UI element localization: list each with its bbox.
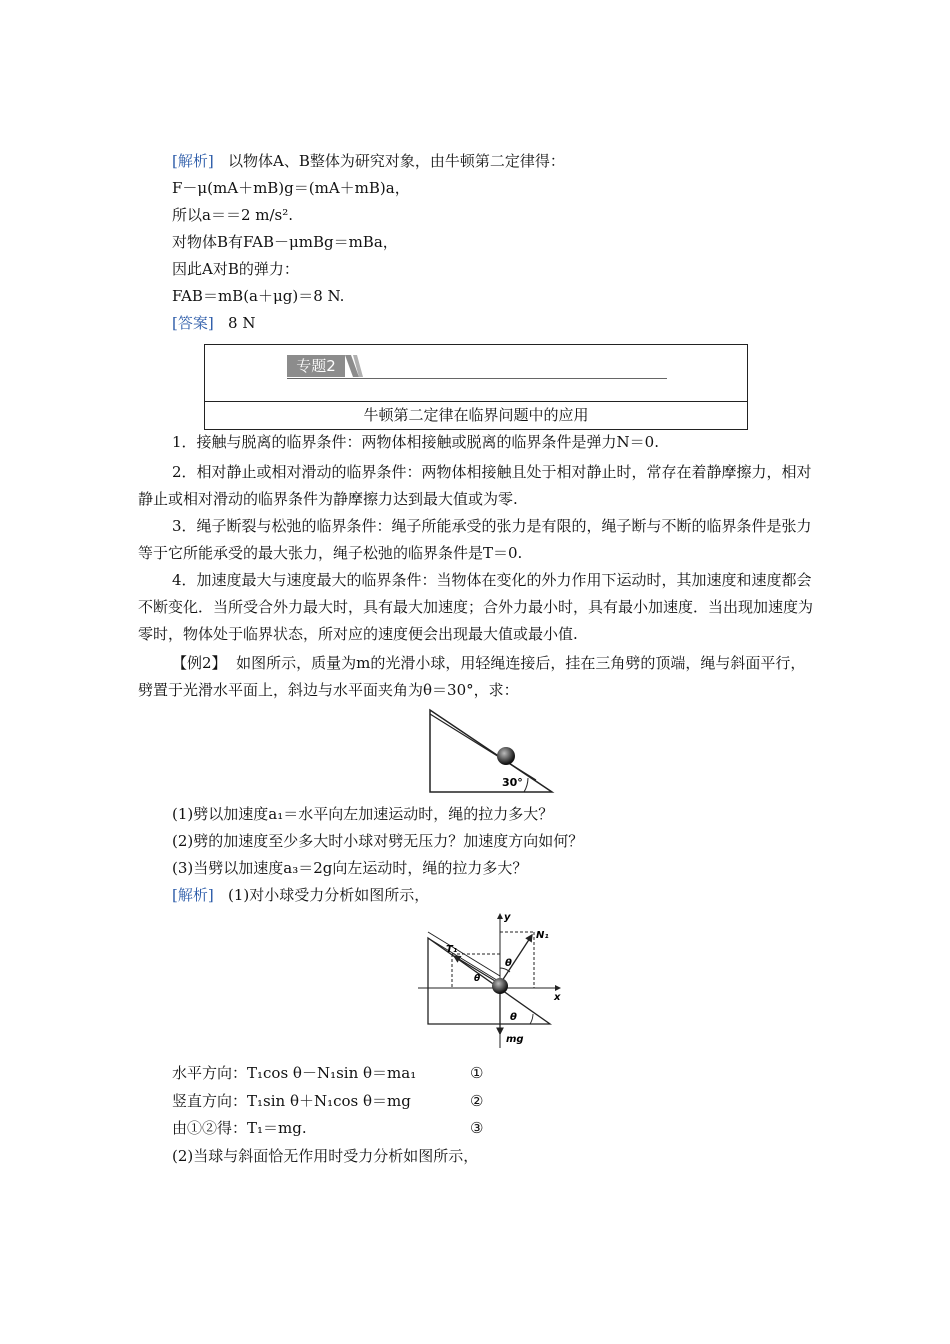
acceleration-result: 所以a＝＝2 m/s². bbox=[172, 206, 294, 224]
mg-label: mg bbox=[506, 1034, 524, 1045]
theta-arc-base bbox=[530, 1014, 533, 1024]
solution2-tag: [解析] bbox=[172, 886, 214, 904]
equation-label: 水平方向： bbox=[172, 1064, 248, 1082]
solution-tag: [解析] bbox=[172, 152, 214, 170]
n1-label: N₁ bbox=[536, 930, 549, 941]
example-tag: 【例2】 bbox=[172, 654, 227, 672]
topic-banner bbox=[287, 355, 667, 381]
point-1: 1．接触与脱离的临界条件：两物体相接触或脱离的临界条件是弹力N＝0. bbox=[172, 433, 659, 451]
newton-equation: F－μ(mA＋mB)g＝(mA＋mB)a， bbox=[172, 179, 410, 197]
equation-horizontal bbox=[172, 1063, 416, 1083]
theta-label-top: θ bbox=[505, 958, 512, 969]
answer-line bbox=[172, 313, 255, 333]
banner-stripes bbox=[345, 355, 363, 377]
answer-tag: [答案] bbox=[172, 314, 214, 332]
topic-title: 牛顿第二定律在临界问题中的应用 bbox=[363, 406, 589, 424]
solution2-intro: (1)对小球受力分析如图所示， bbox=[228, 886, 430, 904]
theta-label-base: θ bbox=[510, 1012, 517, 1023]
equation-label: 由①②得： bbox=[172, 1119, 248, 1137]
wedge-figure bbox=[420, 704, 560, 796]
topic-box bbox=[204, 344, 748, 430]
angle-label: 30° bbox=[502, 776, 523, 789]
force-diagram bbox=[418, 908, 568, 1054]
equation-number-3: ③ bbox=[470, 1119, 484, 1137]
equation-result bbox=[172, 1118, 307, 1138]
equation-expr: T₁cos θ－N₁sin θ＝ma₁ bbox=[247, 1064, 417, 1082]
incline-line bbox=[428, 938, 500, 982]
answer-value: 8 N bbox=[228, 314, 256, 332]
part2-line: (2)当球与斜面恰无作用时受力分析如图所示， bbox=[172, 1147, 479, 1165]
equation-number-2: ② bbox=[470, 1092, 484, 1110]
point-3: 3．绳子断裂与松弛的临界条件：绳子所能承受的张力是有限的，绳子断与不断的临界条件是张力等于它所能承受的最大张力，绳子松弛的临界条件是T＝0. bbox=[138, 517, 812, 562]
t1-label: T₁ bbox=[446, 944, 458, 955]
object-b-equation: 对物体B有FAB－μmBg＝mBa， bbox=[172, 233, 398, 251]
solution-line-1 bbox=[172, 151, 565, 171]
equation-label: 竖直方向： bbox=[172, 1092, 248, 1110]
angle-arc bbox=[524, 778, 528, 792]
solution-intro: 以物体A、B整体为研究对象，由牛顿第二定律得： bbox=[228, 152, 565, 170]
equation-vertical bbox=[172, 1091, 411, 1111]
theta-label-rope: θ bbox=[474, 974, 481, 984]
point-4: 4．加速度最大与速度最大的临界条件：当物体在变化的外力作用下运动时，其加速度和速度都会不断变化．当所受合外力最大时，具有最大加速度；合外力最小时，具有最小加速度．当出现加速度为零时，物体处于临界状态，所对应的速度便会出现最大值或最小值. bbox=[138, 571, 814, 643]
topic-label: 专题2 bbox=[287, 355, 345, 377]
force-result: FAB＝mB(a＋μg)＝8 N. bbox=[172, 287, 345, 305]
question-3: (3)当劈以加速度a₃＝2g向左运动时，绳的拉力多大？ bbox=[172, 859, 528, 877]
equation-number-1: ① bbox=[470, 1064, 484, 1082]
question-2: (2)劈的加速度至少多大时小球对劈无压力？加速度方向如何？ bbox=[172, 832, 584, 850]
example-2 bbox=[138, 650, 814, 704]
solution2-line bbox=[172, 885, 429, 905]
point-2: 2．相对静止或相对滑动的临界条件：两物体相接触且处于相对静止时，常存在着静摩擦力，相对静止或相对滑动的临界条件为静摩擦力达到最大值或为零. bbox=[138, 463, 812, 508]
banner-rule bbox=[287, 378, 667, 379]
thus-line: 因此A对B的弹力： bbox=[172, 260, 299, 278]
wedge-rope bbox=[430, 714, 536, 780]
example-text: 如图所示，质量为m的光滑小球，用轻绳连接后，挂在三角劈的顶端，绳与斜面平行，劈置于光滑水平面上，斜边与水平面夹角为θ＝30°，求： bbox=[138, 654, 806, 699]
wedge-triangle bbox=[430, 710, 552, 792]
question-1: (1)劈以加速度a₁＝水平向左加速运动时，绳的拉力多大？ bbox=[172, 805, 554, 823]
x-axis-label: x bbox=[554, 992, 561, 1003]
equation-expr: T₁＝mg. bbox=[247, 1119, 307, 1137]
equation-expr: T₁sin θ＋N₁cos θ＝mg bbox=[247, 1092, 411, 1110]
ball bbox=[497, 747, 515, 765]
y-axis-label: y bbox=[504, 912, 511, 923]
diagram-ball bbox=[492, 978, 508, 994]
